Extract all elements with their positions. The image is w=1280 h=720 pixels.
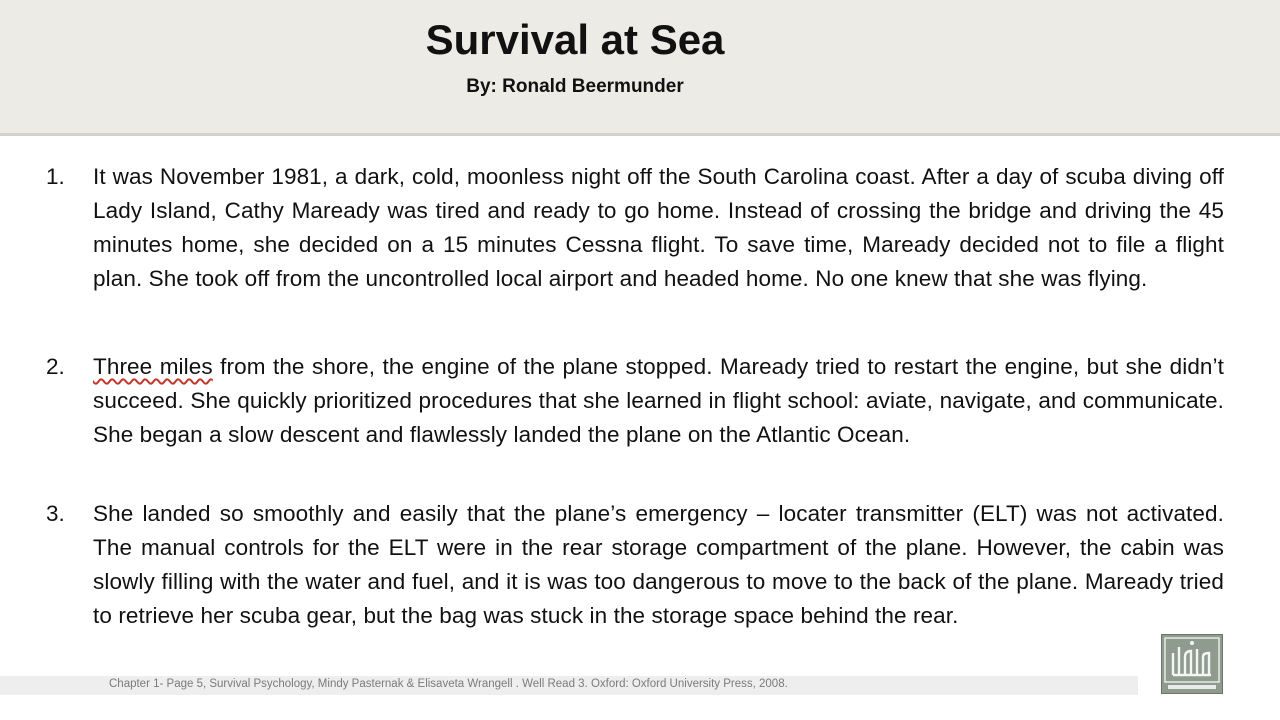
item-number: 2.: [46, 354, 65, 379]
item-number: 3.: [46, 501, 65, 526]
spellcheck-underlined-text: Three miles: [93, 354, 213, 379]
paragraph-text: [93, 350, 1224, 452]
paragraph-text: She landed so smoothly and easily that the plane’s emergency – locater transmitter (ELT) was not activated. The manual controls for the ELT were in the rear storage compartment of the plane. However, the cabin was slowly filling with the water and fuel, and it is was too dangerous to move to the back of the plane. Maready tried to retrieve her scuba gear, but the bag was stuck in the storage space behind the rear.: [93, 501, 1224, 628]
author-byline: By: Ronald Beermunder: [466, 76, 684, 97]
slide-header: [0, 0, 1280, 136]
university-logo-icon: [1161, 634, 1223, 694]
slide-title: Survival at Sea: [425, 16, 725, 63]
logo-graphic: [1162, 635, 1222, 693]
paragraph-text: It was November 1981, a dark, cold, moonless night off the South Carolina coast. After a day of scuba diving off Lady Island, Cathy Maready was tired and ready to go home. Instead of crossing the bridge and driving the 45 minutes home, she decided on a 15 minutes Cessna flight. To save time, Maready decided not to file a flight plan. She took off from the uncontrolled local airport and headed home. No one knew that she was flying.: [93, 164, 1224, 291]
item-number: 1.: [46, 164, 65, 189]
paragraph-rest: from the shore, the engine of the plane stopped. Maready tried to restart the engine, but she didn’t succeed. She quickly prioritized procedures that she learned in flight school: aviate, navigate, and communicate. She began a slow descent and flawlessly landed the plane on the Atlantic Ocean.: [93, 354, 1224, 447]
footer-citation: Chapter 1- Page 5, Survival Psychology, Mindy Pasternak & Elisaveta Wrangell . Well Read 3. Oxford: Oxford University Press, 2008.: [109, 678, 788, 690]
